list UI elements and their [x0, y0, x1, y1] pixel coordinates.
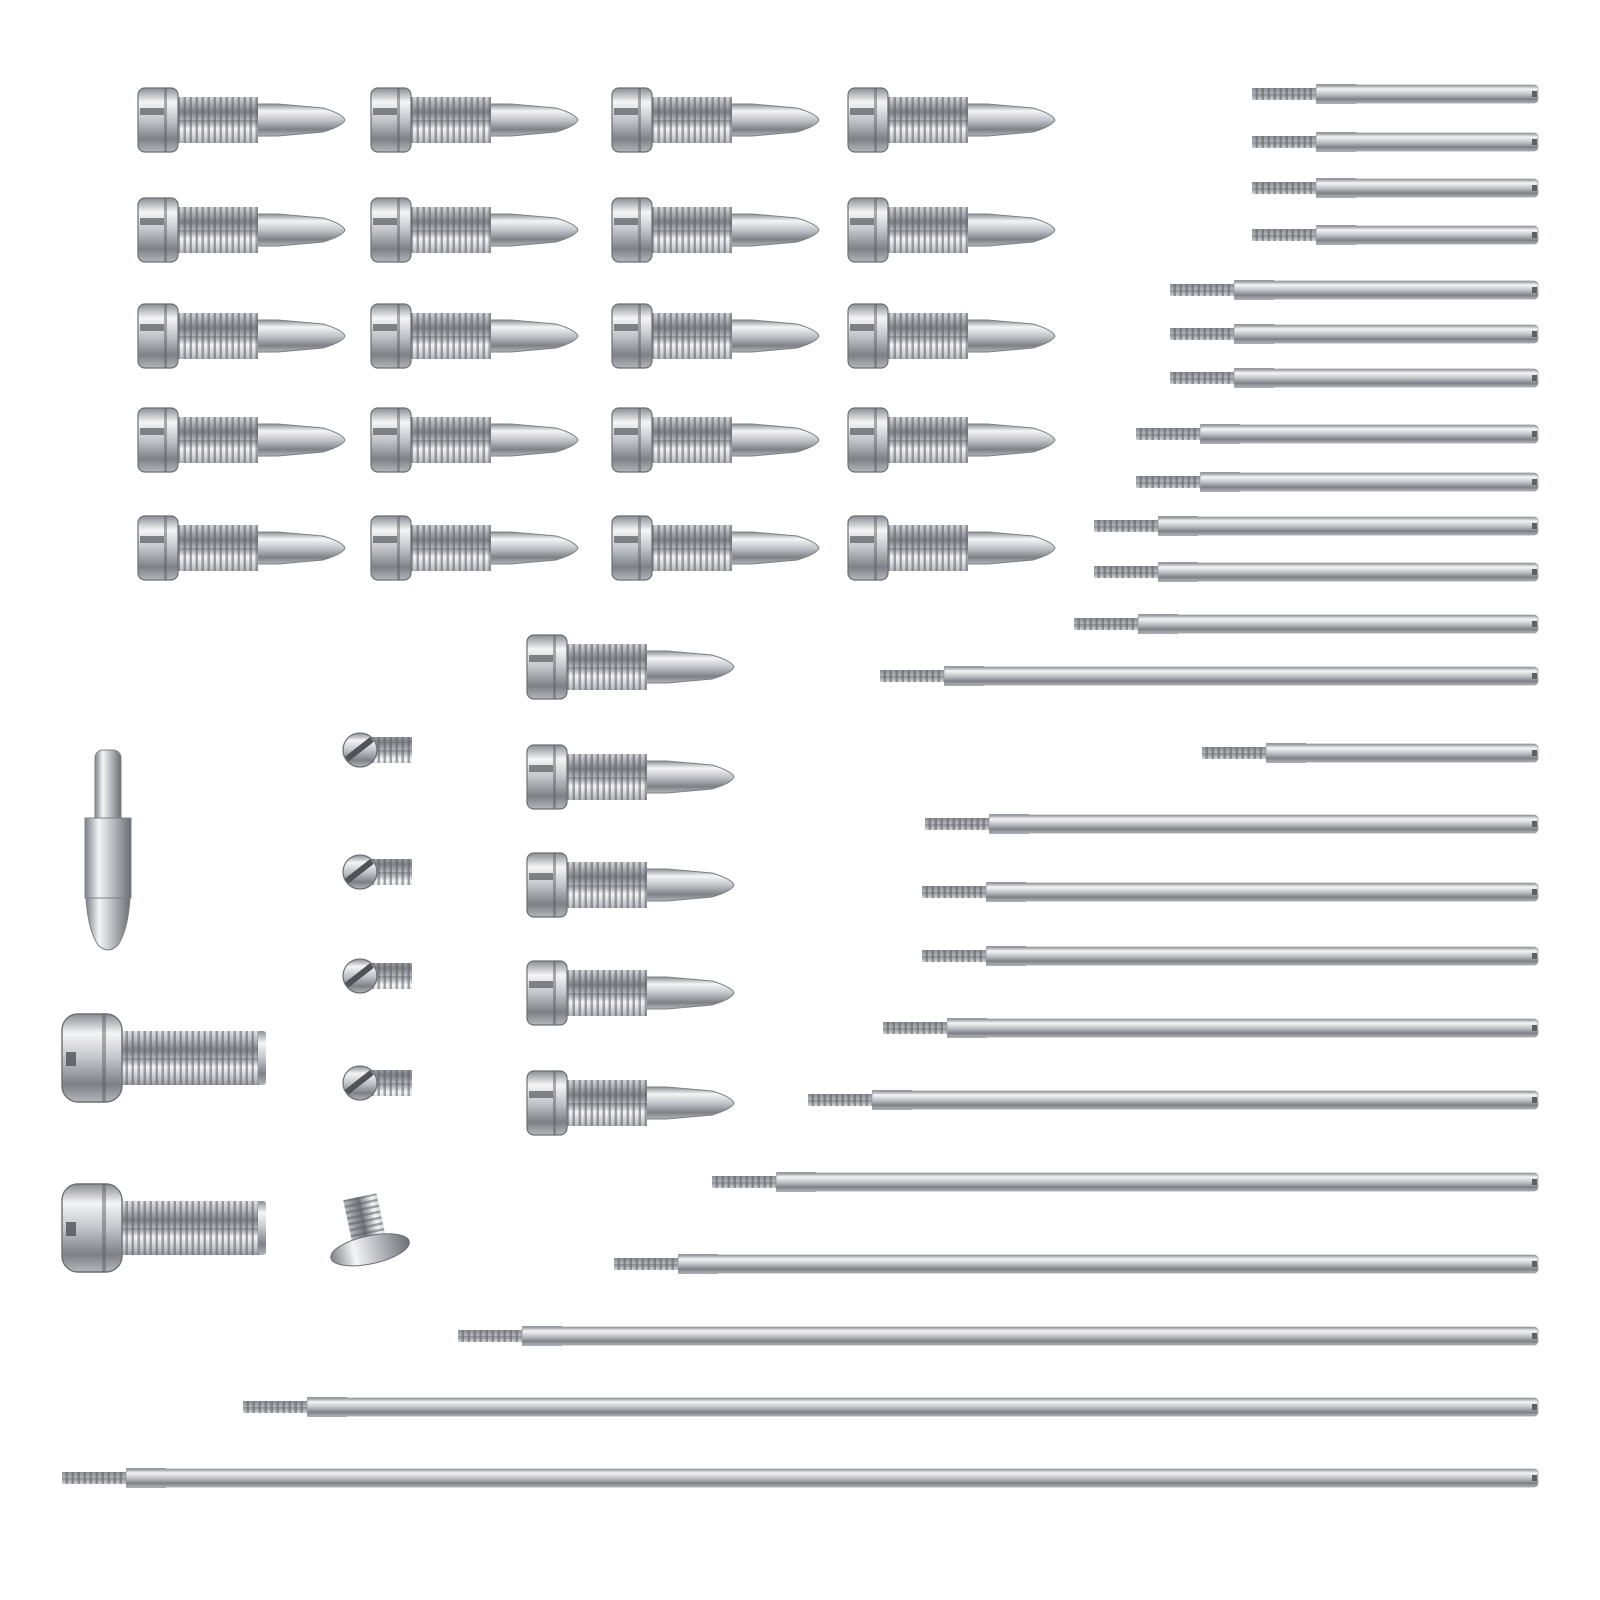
tiny-slotted-screw [343, 855, 412, 889]
pointed-screw [612, 408, 819, 472]
pivot-pin [85, 750, 131, 950]
pointed-screw-grid [138, 88, 1055, 580]
pointed-screw [138, 198, 345, 262]
pointed-screw [371, 88, 578, 152]
pointed-screw [848, 408, 1055, 472]
threaded-rod [1074, 614, 1538, 634]
threaded-rod [1252, 132, 1538, 152]
pointed-screw [612, 516, 819, 580]
pointed-screw [612, 304, 819, 368]
threaded-rod [1202, 743, 1538, 763]
threaded-rod [1170, 324, 1538, 344]
pointed-screw [138, 88, 345, 152]
pointed-screw [612, 198, 819, 262]
threaded-rod [1094, 516, 1538, 536]
threaded-rod [1170, 280, 1538, 300]
threaded-rod [1252, 178, 1538, 198]
threaded-rod [243, 1397, 1538, 1417]
pointed-screw [612, 88, 819, 152]
tiny-slotted-screw [343, 733, 412, 767]
tiny-slotted-screw [343, 959, 412, 993]
threaded-rod [925, 814, 1538, 834]
threaded-rod [1094, 562, 1538, 582]
pointed-screw [848, 516, 1055, 580]
threaded-rod [1170, 368, 1538, 388]
pointed-screw [527, 853, 734, 917]
threaded-rod [1136, 424, 1538, 444]
pointed-screw [527, 745, 734, 809]
threaded-rod [883, 1018, 1538, 1038]
pointed-screw-column [527, 635, 734, 1135]
threaded-rod [922, 882, 1538, 902]
threaded-rod [1252, 84, 1538, 104]
pointed-screw [371, 304, 578, 368]
threaded-rod [808, 1090, 1538, 1110]
threaded-rod [458, 1326, 1538, 1346]
threaded-rod [712, 1172, 1538, 1192]
pointed-screw [527, 961, 734, 1025]
threaded-rod [614, 1254, 1538, 1274]
threaded-rod [922, 946, 1538, 966]
pointed-screw [371, 198, 578, 262]
threaded-rod [1136, 472, 1538, 492]
threaded-rod [62, 1468, 1538, 1488]
flat-head-screw [320, 1189, 412, 1272]
pointed-screw [848, 198, 1055, 262]
pointed-screw [848, 88, 1055, 152]
pointed-screw [848, 304, 1055, 368]
pointed-screw [371, 516, 578, 580]
threaded-rod [1252, 225, 1538, 245]
thick-screw [62, 1014, 266, 1102]
pointed-screw [138, 516, 345, 580]
thick-screw [62, 1184, 266, 1272]
tiny-screw-set [343, 733, 412, 1100]
pointed-screw [138, 408, 345, 472]
pointed-screw [371, 408, 578, 472]
pointed-screw [527, 635, 734, 699]
threaded-rod-set [62, 84, 1538, 1488]
tiny-slotted-screw [343, 1066, 412, 1100]
pointed-screw [527, 1071, 734, 1135]
threaded-rod [880, 666, 1538, 686]
pointed-screw [138, 304, 345, 368]
